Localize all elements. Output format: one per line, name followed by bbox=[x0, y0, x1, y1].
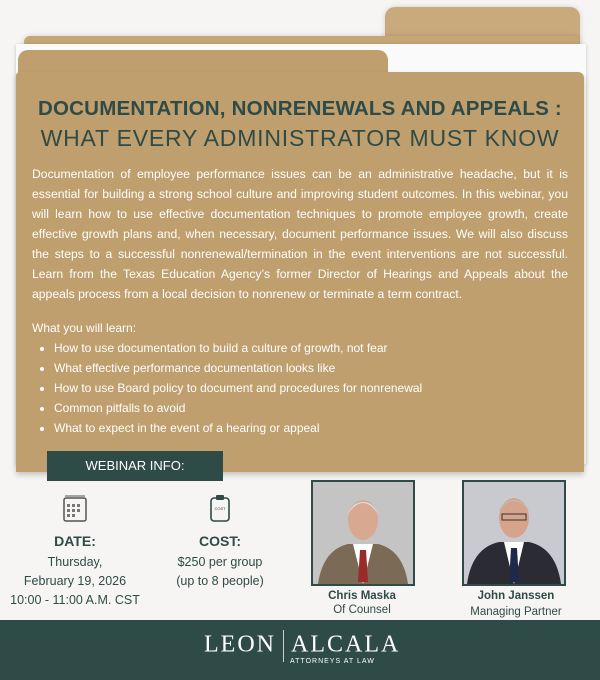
learn-item: • What effective performance documentation looks like bbox=[54, 358, 568, 378]
speaker-john-janssen bbox=[446, 588, 586, 620]
cost-icon-text: COST bbox=[214, 506, 226, 511]
date-day: Thursday, bbox=[47, 555, 103, 569]
speaker-chris-maska bbox=[292, 589, 432, 617]
title-line-2: WHAT EVERY ADMINISTRATOR MUST KNOW bbox=[40, 125, 560, 151]
webinar-info-label: WEBINAR INFO: bbox=[47, 451, 223, 481]
calendar-icon bbox=[63, 494, 87, 528]
cost-block bbox=[155, 494, 285, 591]
date-label: DATE: bbox=[54, 533, 96, 549]
speaker-role: Managing Partner bbox=[470, 606, 562, 618]
logo-right: ALCALA bbox=[290, 631, 401, 658]
cost-value: $250 per group bbox=[177, 555, 263, 569]
clipboard-cost-icon bbox=[210, 494, 230, 522]
speaker-photo-chris-maska bbox=[311, 480, 415, 586]
description: Documentation of employee performance issues can be an administrative headache, but it is essential for building a strong school culture and improving student outcomes. In this webinar, you will learn how to use effective documentation techniques to promote employee growth, create effective growth plans and, when necessary, document performance issues. We will also discuss the steps to a successful nonrenewal/termination in the event interventions are not successful. Learn from the Texas Education Agency’s former Director of Hearings and Appeals about the appeals process from a local decision to nonrenew or terminate a term contract. bbox=[32, 167, 568, 301]
cost-label: COST: bbox=[199, 533, 241, 549]
learn-item: • What to expect in the event of a hearing or appeal bbox=[54, 418, 568, 438]
learn-item: • Common pitfalls to avoid bbox=[54, 398, 568, 418]
learn-heading: What you will learn: bbox=[32, 321, 137, 335]
learn-item: • How to use Board policy to document and procedures for nonrenewal bbox=[54, 378, 568, 398]
learn-item: • How to use documentation to build a culture of growth, not fear bbox=[54, 338, 568, 358]
title-line-1: DOCUMENTATION, NONRENEWALS AND APPEALS : bbox=[38, 97, 562, 120]
date-value: February 19, 2026 bbox=[23, 574, 127, 588]
logo-subtitle: ATTORNEYS AT LAW bbox=[290, 658, 375, 665]
cost-note: (up to 8 people) bbox=[176, 574, 264, 588]
learn-section bbox=[32, 318, 568, 438]
date-block bbox=[10, 494, 140, 610]
speaker-role: Of Counsel bbox=[333, 604, 391, 616]
speaker-photo-john-janssen bbox=[462, 480, 566, 586]
logo-left: LEON bbox=[204, 631, 276, 658]
footer bbox=[0, 620, 600, 680]
date-time: 10:00 - 11:00 A.M. CST bbox=[10, 593, 140, 607]
speaker-name: Chris Maska bbox=[328, 590, 396, 602]
logo-divider bbox=[283, 630, 284, 662]
speaker-name: John Janssen bbox=[477, 590, 555, 602]
